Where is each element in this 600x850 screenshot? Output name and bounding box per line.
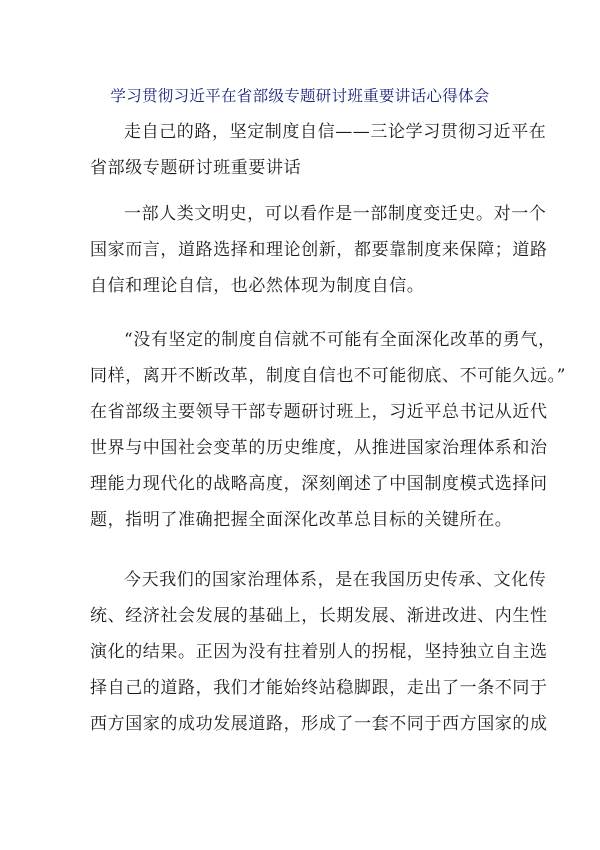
paragraph-line: 今天我们的国家治理体系，是在我国历史传承、文化传 <box>124 570 547 590</box>
paragraph-line: 统、经济社会发展的基础上，长期发展、渐进改进、内生性 <box>90 606 548 626</box>
subtitle-line: 省部级专题研讨班重要讲话 <box>90 158 302 178</box>
paragraph-line: 国家而言，道路选择和理论创新，都要靠制度来保障；道路 <box>90 240 548 260</box>
paragraph-line: 在省部级主要领导干部专题研讨班上，习近平总书记从近代 <box>90 402 548 422</box>
paragraph-line: “没有坚定的制度自信就不可能有全面深化改革的勇气， <box>124 330 556 350</box>
paragraph-line: 西方国家的成功发展道路，形成了一套不同于西方国家的成 <box>90 714 548 734</box>
paragraph-2 <box>90 322 566 538</box>
document-title: 学习贯彻习近平在省部级专题研讨班重要讲话心得体会 <box>110 87 490 105</box>
paragraph-line: 题，指明了准确把握全面深化改革总目标的关键所在。 <box>90 510 513 530</box>
subtitle-line: 走自己的路，坚定制度自信——三论学习贯彻习近平在 <box>124 122 547 142</box>
paragraph-1 <box>90 196 548 304</box>
article-subtitle <box>90 114 547 186</box>
paragraph-line: 自信和理论自信，也必然体现为制度自信。 <box>90 276 425 296</box>
paragraph-line: 同样，离开不断改革，制度自信也不可能彻底、不可能久远。” <box>90 366 566 386</box>
paragraph-3 <box>90 562 548 742</box>
paragraph-line: 一部人类文明史，可以看作是一部制度变迁史。对一个 <box>124 204 547 224</box>
paragraph-line: 世界与中国社会变革的历史维度，从推进国家治理体系和治 <box>90 438 548 458</box>
paragraph-line: 择自己的道路，我们才能始终站稳脚跟，走出了一条不同于 <box>90 678 548 698</box>
paragraph-line: 演化的结果。正因为没有拄着别人的拐棍，坚持独立自主选 <box>90 642 548 662</box>
paragraph-line: 理能力现代化的战略高度，深刻阐述了中国制度模式选择问 <box>90 474 548 494</box>
